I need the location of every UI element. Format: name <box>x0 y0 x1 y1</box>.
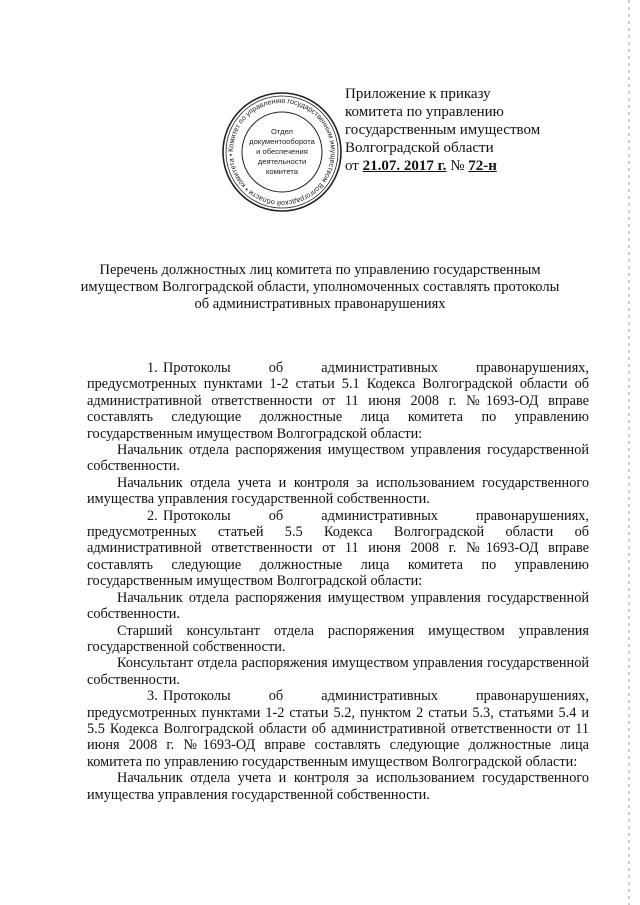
header-line: Волгоградской области <box>345 140 494 156</box>
item-number: 2. <box>147 507 158 524</box>
order-number: 72-н <box>468 158 497 174</box>
stamp-ring-text: Комитет по управлению государственным имуществом Волгоградской области • комитета • <box>225 95 339 209</box>
stamp-line-1: Отдел <box>271 127 293 136</box>
document-title <box>60 262 580 313</box>
official-entry: Начальник отдела учета и контроля за использованием государственного имущества управления государственной собственности. <box>87 474 589 508</box>
item-number: 1. <box>147 360 158 376</box>
appendix-header <box>345 85 605 175</box>
item-text: Протоколы об административных правонарушениях, предусмотренных пунктами 1-2 статьи 5.2, пунктом 2 статьи 5.3, статьями 5.4 и 5.5 Кодекса Волгоградской области об административной ответственности от 11 июня 2008 г. №1693-ОД вправе составлять следующие должностные лица комитета по управлению государственным имуществом Волгоградской области: <box>87 688 589 770</box>
official-entry: Консультант отдела распоряжения имуществом управления государственной собственности. <box>87 655 589 688</box>
order-date: 21.07. 2017 г. <box>362 158 447 174</box>
title-line: имуществом Волгоградской области, уполномоченных составлять протоколы <box>80 279 560 295</box>
header-line: государственным имуществом <box>345 122 541 138</box>
item-text: Протоколы об административных правонарушениях, предусмотренных статьей 5.5 Кодекса Волгоградской области об административной ответственности от 11 июня 2008 г. №1693-ОД вправе составлять следующие должностные лица комитета по управлению государственным имуществом Волгоградской области: <box>87 507 589 590</box>
item-number: 3. <box>147 688 158 705</box>
stamp-line-3: и обеспечения <box>256 147 308 156</box>
stamp-line-5: комитета <box>265 167 299 176</box>
order-number-label: № <box>446 158 469 174</box>
stamp-line-2: документооборота <box>249 137 315 146</box>
header-line: комитета по управлению <box>345 104 504 120</box>
official-entry: Начальник отдела распоряжения имуществом управления государственной собственности. <box>87 589 589 623</box>
official-entry: Старший консультант отдела распоряжения имуществом управления государственной собственности. <box>87 622 589 655</box>
item-2-paragraph <box>87 508 589 590</box>
stamp-line-4: деятельности <box>257 157 307 166</box>
title-line: об административных правонарушениях <box>194 296 446 312</box>
title-line: Перечень должностных лиц комитета по управлению государственным <box>99 262 541 278</box>
document-body <box>87 360 589 803</box>
item-text: Протоколы об административных правонарушениях, предусмотренных пунктами 1-2 статьи 5.1 Кодекса Волгоградской области об административной ответственности от 11 июня 2008 г. №1693-ОД вправе составлять следующие должностные лица комитета по управлению государственным имуществом Волгоградской области: <box>87 360 589 442</box>
department-stamp <box>220 90 344 214</box>
order-prefix: от <box>345 158 363 174</box>
scan-edge <box>628 0 630 905</box>
header-line: Приложение к приказу <box>345 86 491 102</box>
item-3-paragraph <box>87 688 589 770</box>
official-entry: Начальник отдела учета и контроля за использованием государственного имущества управления государственной собственности. <box>87 770 589 803</box>
item-1-paragraph <box>87 360 589 442</box>
official-entry: Начальник отдела распоряжения имуществом управления государственной собственности. <box>87 442 589 475</box>
order-reference <box>345 157 605 175</box>
